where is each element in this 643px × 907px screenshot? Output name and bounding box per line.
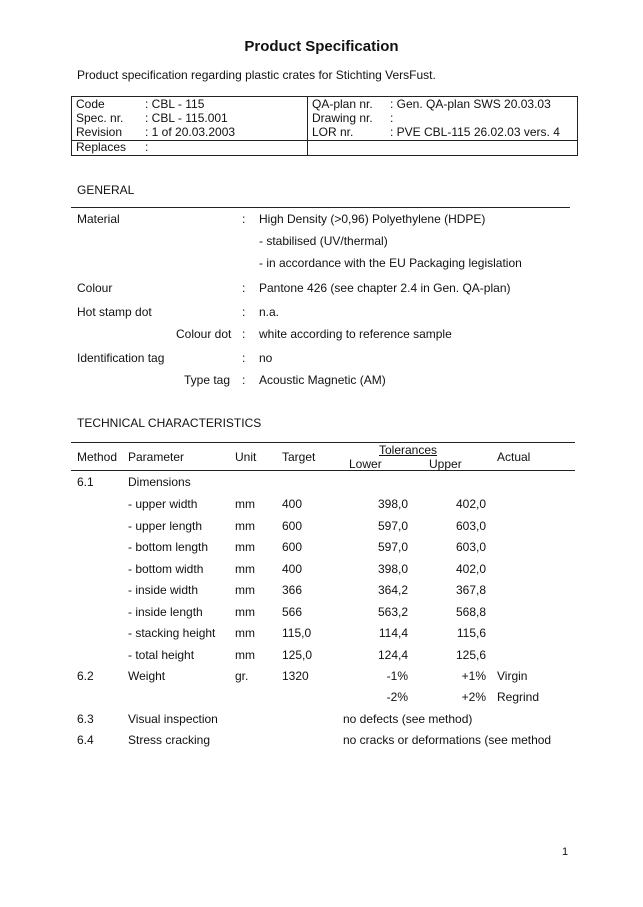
dim-target: 400 <box>282 497 303 511</box>
general-rule <box>71 207 570 208</box>
weight-virgin-lower: -1% <box>386 669 408 683</box>
idtag-value: no <box>259 351 273 365</box>
dim-parameter: - inside width <box>128 583 199 597</box>
dim-lower: 597,0 <box>377 540 408 554</box>
dim-lower: 364,2 <box>377 583 408 597</box>
idtag-colon: : <box>242 351 246 365</box>
dim-unit: mm <box>235 648 255 662</box>
material-line-1: High Density (>0,96) Polyethylene (HDPE) <box>259 212 486 226</box>
material-label: Material <box>77 212 120 226</box>
colour-value: Pantone 426 (see chapter 2.4 in Gen. QA-plan) <box>259 281 511 295</box>
dimensions-method: 6.1 <box>77 475 94 489</box>
replaces-label: Replaces <box>76 140 127 154</box>
code-label: Code <box>76 97 105 111</box>
stress-parameter: Stress cracking <box>128 733 211 747</box>
dim-upper: 367,8 <box>455 583 486 597</box>
dim-parameter: - upper length <box>128 519 203 533</box>
dim-unit: mm <box>235 540 255 554</box>
material-colon: : <box>242 212 246 226</box>
dim-lower: 398,0 <box>377 562 408 576</box>
col-lower: Lower <box>349 457 382 471</box>
code-value: : CBL - 115 <box>145 97 205 111</box>
dim-upper: 402,0 <box>455 497 486 511</box>
dim-unit: mm <box>235 583 255 597</box>
dim-parameter: - upper width <box>128 497 198 511</box>
typetag-label: Type tag <box>184 373 231 387</box>
typetag-value: Acoustic Magnetic (AM) <box>259 373 386 387</box>
dim-target: 600 <box>282 519 303 533</box>
weight-unit: gr. <box>235 669 249 683</box>
stress-method: 6.4 <box>77 733 94 747</box>
stress-value: no cracks or deformations (see method <box>343 733 552 747</box>
qa-plan-label: QA-plan nr. <box>312 97 373 111</box>
dim-upper: 402,0 <box>455 562 486 576</box>
hotstamp-colon: : <box>242 305 246 319</box>
visual-parameter: Visual inspection <box>128 712 218 726</box>
weight-regrind-actual: Regrind <box>497 690 540 704</box>
col-actual: Actual <box>497 450 531 464</box>
technical-heading: TECHNICAL CHARACTERISTICS <box>77 416 262 430</box>
dim-unit: mm <box>235 519 255 533</box>
hotstamp-label: Hot stamp dot <box>77 305 152 319</box>
lor-value: : PVE CBL-115 26.02.03 vers. 4 <box>390 125 560 139</box>
visual-value: no defects (see method) <box>343 712 473 726</box>
weight-virgin-actual: Virgin <box>497 669 528 683</box>
header-table <box>71 96 578 156</box>
colour-label: Colour <box>77 281 113 295</box>
weight-parameter: Weight <box>128 669 166 683</box>
replaces-value: : <box>145 140 149 154</box>
dim-lower: 563,2 <box>377 605 408 619</box>
page-title: Product Specification <box>244 38 399 55</box>
qa-plan-value: : Gen. QA-plan SWS 20.03.03 <box>390 97 551 111</box>
dim-parameter: - bottom length <box>128 540 209 554</box>
dim-lower: 114,4 <box>378 626 408 640</box>
spec-label: Spec. nr. <box>76 111 124 125</box>
dim-lower: 597,0 <box>377 519 408 533</box>
page-number: 1 <box>562 846 569 858</box>
col-tolerances: Tolerances <box>379 443 438 457</box>
visual-method: 6.3 <box>77 712 94 726</box>
col-parameter: Parameter <box>128 450 185 464</box>
hotstamp-value: n.a. <box>259 305 280 319</box>
dim-parameter: - stacking height <box>128 626 216 640</box>
colourdot-colon: : <box>242 327 246 341</box>
drawing-label: Drawing nr. <box>312 111 373 125</box>
general-heading: GENERAL <box>77 183 135 197</box>
material-line-2: - stabilised (UV/thermal) <box>259 234 388 248</box>
spec-value: : CBL - 115.001 <box>145 111 228 125</box>
dim-upper: 568,8 <box>455 605 486 619</box>
technical-rule-top <box>71 442 575 443</box>
dim-unit: mm <box>235 497 255 511</box>
header-divider-vertical <box>307 97 308 155</box>
dim-upper: 603,0 <box>455 519 486 533</box>
dim-lower: 398,0 <box>377 497 408 511</box>
dimensions-label: Dimensions <box>128 475 191 489</box>
dim-upper: 125,6 <box>455 648 486 662</box>
dim-target: 600 <box>282 540 303 554</box>
col-method: Method <box>77 450 118 464</box>
colourdot-label: Colour dot <box>176 327 232 341</box>
typetag-colon: : <box>242 373 246 387</box>
material-line-3: - in accordance with the EU Packaging legislation <box>259 256 522 270</box>
colour-colon: : <box>242 281 246 295</box>
colourdot-value: white according to reference sample <box>259 327 452 341</box>
drawing-value: : <box>390 111 394 125</box>
weight-regrind-lower: -2% <box>386 690 408 704</box>
col-target: Target <box>282 450 316 464</box>
col-upper: Upper <box>429 457 462 471</box>
weight-method: 6.2 <box>77 669 94 683</box>
dim-unit: mm <box>235 605 255 619</box>
dim-upper: 603,0 <box>455 540 486 554</box>
dim-parameter: - inside length <box>128 605 203 619</box>
technical-rule-header <box>71 470 575 471</box>
weight-target: 1320 <box>282 669 309 683</box>
dim-unit: mm <box>235 562 255 576</box>
idtag-label: Identification tag <box>77 351 165 365</box>
dim-target: 566 <box>282 605 303 619</box>
dim-target: 366 <box>282 583 303 597</box>
weight-regrind-upper: +2% <box>461 690 486 704</box>
dim-parameter: - total height <box>128 648 195 662</box>
dim-target: 125,0 <box>282 648 313 662</box>
dim-parameter: - bottom width <box>128 562 204 576</box>
dim-target: 400 <box>282 562 303 576</box>
dim-lower: 124,4 <box>377 648 408 662</box>
dim-unit: mm <box>235 626 255 640</box>
dim-upper: 115,6 <box>456 626 486 640</box>
weight-virgin-upper: +1% <box>461 669 486 683</box>
col-unit: Unit <box>235 450 257 464</box>
intro-text: Product specification regarding plastic crates for Stichting VersFust. <box>77 68 436 82</box>
lor-label: LOR nr. <box>312 125 354 139</box>
revision-label: Revision <box>76 125 123 139</box>
dim-target: 115,0 <box>282 626 312 640</box>
revision-value: : 1 of 20.03.2003 <box>145 125 236 139</box>
